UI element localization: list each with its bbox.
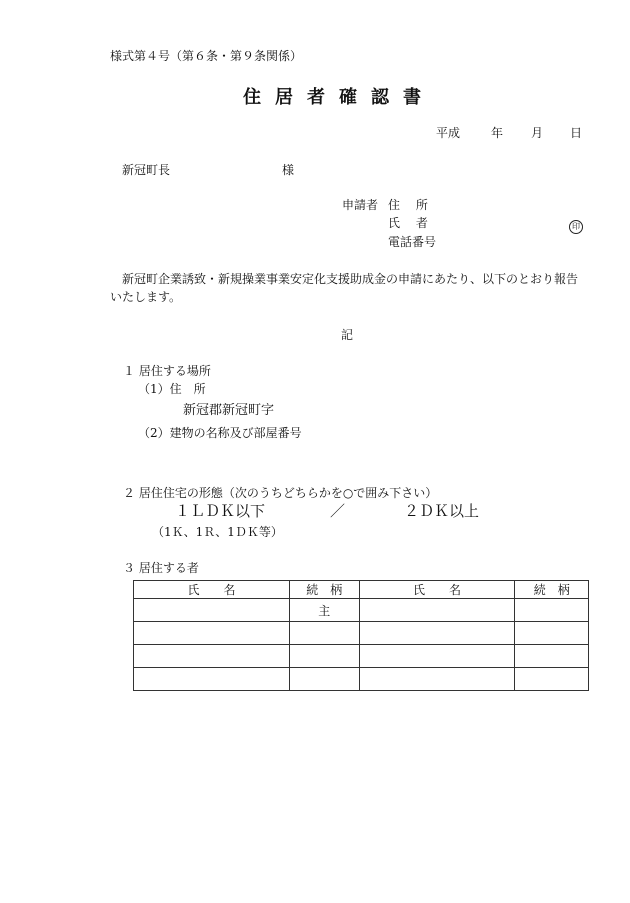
applicant-name-label: 氏 者 bbox=[388, 216, 428, 230]
table-cell bbox=[515, 622, 589, 645]
seal-icon bbox=[569, 214, 583, 234]
column-header-relation-1: 続 柄 bbox=[289, 581, 359, 599]
section2-heading: ２ 居住住宅の形態（次のうちどちらかを○で囲み下さい） bbox=[123, 486, 438, 500]
table-cell bbox=[134, 599, 290, 622]
ki-heading: 記 bbox=[341, 328, 354, 342]
column-header-name-1: 氏 名 bbox=[134, 581, 290, 599]
seal-mark: 印 bbox=[569, 220, 583, 234]
applicant-phone-label: 電話番号 bbox=[388, 235, 437, 249]
table-cell bbox=[359, 599, 515, 622]
section1-heading: １ 居住する場所 bbox=[123, 364, 211, 378]
table-cell bbox=[289, 622, 359, 645]
section1-item2-label: （2）建物の名称及び部屋番号 bbox=[138, 426, 302, 440]
table-cell bbox=[289, 645, 359, 668]
table-cell bbox=[289, 668, 359, 691]
table-cell bbox=[359, 668, 515, 691]
section1-item1-label: （1）住 所 bbox=[138, 382, 206, 396]
table-cell bbox=[359, 645, 515, 668]
date-month: 月 bbox=[531, 126, 544, 140]
column-header-name-2: 氏 名 bbox=[359, 581, 515, 599]
table-cell bbox=[515, 645, 589, 668]
table-cell bbox=[134, 645, 290, 668]
table-cell bbox=[134, 622, 290, 645]
table-row bbox=[134, 668, 589, 691]
housing-option-2dk: ２ＤＫ以上 bbox=[404, 502, 480, 520]
addressee-honorific: 様 bbox=[282, 163, 295, 177]
applicant-label: 申請者 bbox=[342, 198, 379, 212]
table-cell: 主 bbox=[289, 599, 359, 622]
date-day: 日 bbox=[570, 126, 583, 140]
page-title: 住居者確認書 bbox=[243, 87, 435, 108]
housing-option-note: （1Ｋ、1Ｒ、1ＤＫ等） bbox=[152, 525, 283, 539]
table-cell bbox=[515, 599, 589, 622]
table-cell bbox=[134, 668, 290, 691]
applicant-address-label: 住 所 bbox=[388, 198, 428, 212]
housing-option-1ldk: １ＬＤＫ以下 bbox=[175, 502, 266, 520]
addressee-name: 新冠町長 bbox=[122, 163, 171, 177]
section1-item1-value: 新冠郡新冠町字 bbox=[183, 403, 275, 418]
housing-option-separator: ／ bbox=[330, 502, 346, 520]
table-cell bbox=[515, 668, 589, 691]
column-header-relation-2: 続 柄 bbox=[515, 581, 589, 599]
date-era: 平成 bbox=[436, 126, 461, 140]
form-label: 様式第４号（第６条・第９条関係） bbox=[110, 49, 303, 63]
body-text-line2: いたします。 bbox=[110, 290, 182, 304]
table-row bbox=[134, 599, 589, 622]
date-year: 年 bbox=[491, 126, 504, 140]
section3-heading: ３ 居住する者 bbox=[123, 561, 199, 575]
body-text-line1: 新冠町企業誘致・新規操業事業安定化支援助成金の申請にあたり、以下のとおり報告 bbox=[122, 272, 579, 286]
residents-table bbox=[133, 580, 589, 691]
table-cell bbox=[359, 622, 515, 645]
table-row bbox=[134, 622, 589, 645]
table-header-row bbox=[134, 581, 589, 599]
table-row bbox=[134, 645, 589, 668]
